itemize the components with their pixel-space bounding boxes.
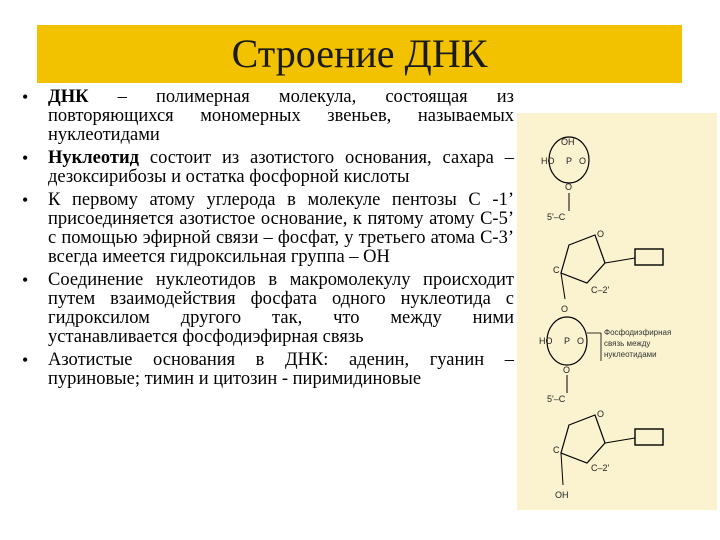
c2-label: C–2' bbox=[591, 285, 610, 295]
bullet-term: Нуклеотид bbox=[48, 148, 140, 168]
bullet-marker: • bbox=[22, 87, 29, 107]
bullet-text: – полимерная молекула, состоящая из повторяющихся мономерных звеньев, называемых нуклеотидами bbox=[48, 87, 514, 145]
title-bar bbox=[37, 25, 682, 83]
oh-label: OH bbox=[561, 137, 575, 147]
c5-label: 5'–C bbox=[547, 212, 566, 222]
c3-label: C bbox=[553, 265, 560, 275]
bullet-marker: • bbox=[22, 148, 29, 168]
bond-note-line-3: нуклеотидами bbox=[604, 350, 657, 359]
bullet-item bbox=[22, 351, 514, 389]
bullet-text: К первому атому углерода в молекуле пентозы С -1’ присоединяется азотистое основание, к пятому атому С-5’ с помощью эфирной связи – фосфат, у третьего атома С-3’ всегда имеется гидроксильная группа – ОН bbox=[48, 190, 514, 267]
phosphorus-label: P bbox=[564, 336, 571, 346]
nucleotide-chain-svg bbox=[517, 113, 717, 510]
bullet-term: ДНК bbox=[48, 87, 89, 107]
bullet-item bbox=[22, 88, 514, 145]
ring-oxygen-label: O bbox=[597, 409, 605, 419]
c5-label: 5'–C bbox=[547, 394, 566, 404]
bullet-item bbox=[22, 271, 514, 347]
page-title: Строение ДНК bbox=[231, 31, 488, 76]
base-box-bottom bbox=[635, 429, 663, 445]
phosphate-group-middle bbox=[539, 304, 587, 375]
oxygen-double-label: O bbox=[579, 156, 587, 166]
sugar-ring-bottom bbox=[547, 394, 663, 500]
ring-oxygen-label: O bbox=[597, 229, 605, 239]
bullet-text: состоит из азотистого основания, сахара – дезоксирибозы и остатка фосфорной кислоты bbox=[48, 148, 514, 187]
c3-label: C bbox=[553, 445, 560, 455]
bullet-item bbox=[22, 149, 514, 187]
phosphate-group-top bbox=[541, 137, 589, 192]
oxygen-double-label: O bbox=[577, 336, 585, 346]
c2-label: C–2' bbox=[591, 463, 610, 473]
bullet-text: Азотистые основания в ДНК: аденин, гуанин – пуриновые; тимин и цитозин - пиримидиновые bbox=[48, 350, 514, 389]
bullet-marker: • bbox=[22, 190, 29, 210]
bullet-item bbox=[22, 191, 514, 267]
bullet-marker: • bbox=[22, 270, 29, 290]
base-box-top bbox=[635, 249, 663, 265]
oxygen-bridge-label: O bbox=[563, 365, 571, 375]
bullet-text: Соединение нуклеотидов в макромолекулу происходит путем взаимодействия фосфата одного нуклеотида с гидроксилом другого так, что между ними устанавливается фосфодиэфирная связь bbox=[48, 270, 514, 347]
ho-label: HO bbox=[539, 336, 553, 346]
bond-note bbox=[587, 328, 671, 361]
bond-note-line-1: Фосфодиэфирная bbox=[604, 328, 672, 337]
oxygen-bridge-label: O bbox=[565, 182, 573, 192]
ho-label: HO bbox=[541, 156, 555, 166]
dna-structure-diagram bbox=[517, 113, 717, 510]
oxygen-label: O bbox=[561, 304, 569, 314]
bond-note-line-2: связь между bbox=[604, 339, 651, 348]
sugar-ring-top bbox=[547, 212, 663, 299]
bullet-list bbox=[22, 88, 514, 393]
oh-bottom-label: OH bbox=[555, 490, 569, 500]
bullet-marker: • bbox=[22, 350, 29, 370]
phosphorus-label: P bbox=[566, 156, 573, 166]
